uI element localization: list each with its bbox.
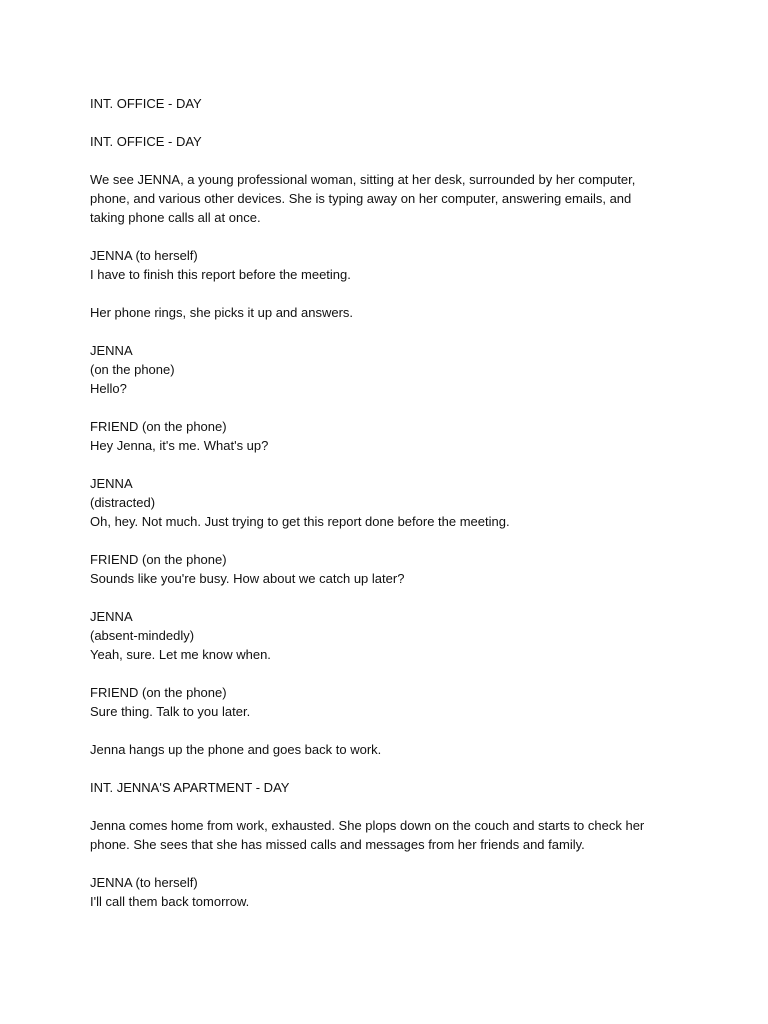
script-body: [90, 94, 690, 911]
action-paragraph: Jenna hangs up the phone and goes back to work.: [90, 742, 382, 757]
dialogue-block: JENNA (on the phone) Hello?: [90, 343, 175, 396]
dialogue-block: JENNA (to herself) I have to finish this report before the meeting.: [90, 248, 351, 282]
dialogue-block: JENNA (to herself) I'll call them back tomorrow.: [90, 875, 250, 909]
dialogue-block: JENNA (distracted) Oh, hey. Not much. Just trying to get this report done before the meeting.: [90, 476, 510, 529]
action-paragraph: Jenna comes home from work, exhausted. She plops down on the couch and starts to check her phone. She sees that she has missed calls and messages from her friends and family.: [90, 818, 645, 852]
action-paragraph: Her phone rings, she picks it up and answers.: [90, 305, 354, 320]
dialogue-block: FRIEND (on the phone) Sounds like you're busy. How about we catch up later?: [90, 552, 405, 586]
dialogue-block: FRIEND (on the phone) Sure thing. Talk to you later.: [90, 685, 251, 719]
scene-heading-3: INT. JENNA'S APARTMENT - DAY: [90, 780, 290, 795]
action-paragraph: We see JENNA, a young professional woman, sitting at her desk, surrounded by her computer, phone, and various other devices. She is typing away on her computer, answering emails, and taking phone calls all at once.: [90, 172, 636, 225]
dialogue-block: JENNA (absent-mindedly) Yeah, sure. Let me know when.: [90, 609, 271, 662]
scene-heading-2: INT. OFFICE - DAY: [90, 134, 202, 149]
dialogue-block: FRIEND (on the phone) Hey Jenna, it's me. What's up?: [90, 419, 269, 453]
scene-heading-1: INT. OFFICE - DAY: [90, 96, 202, 111]
